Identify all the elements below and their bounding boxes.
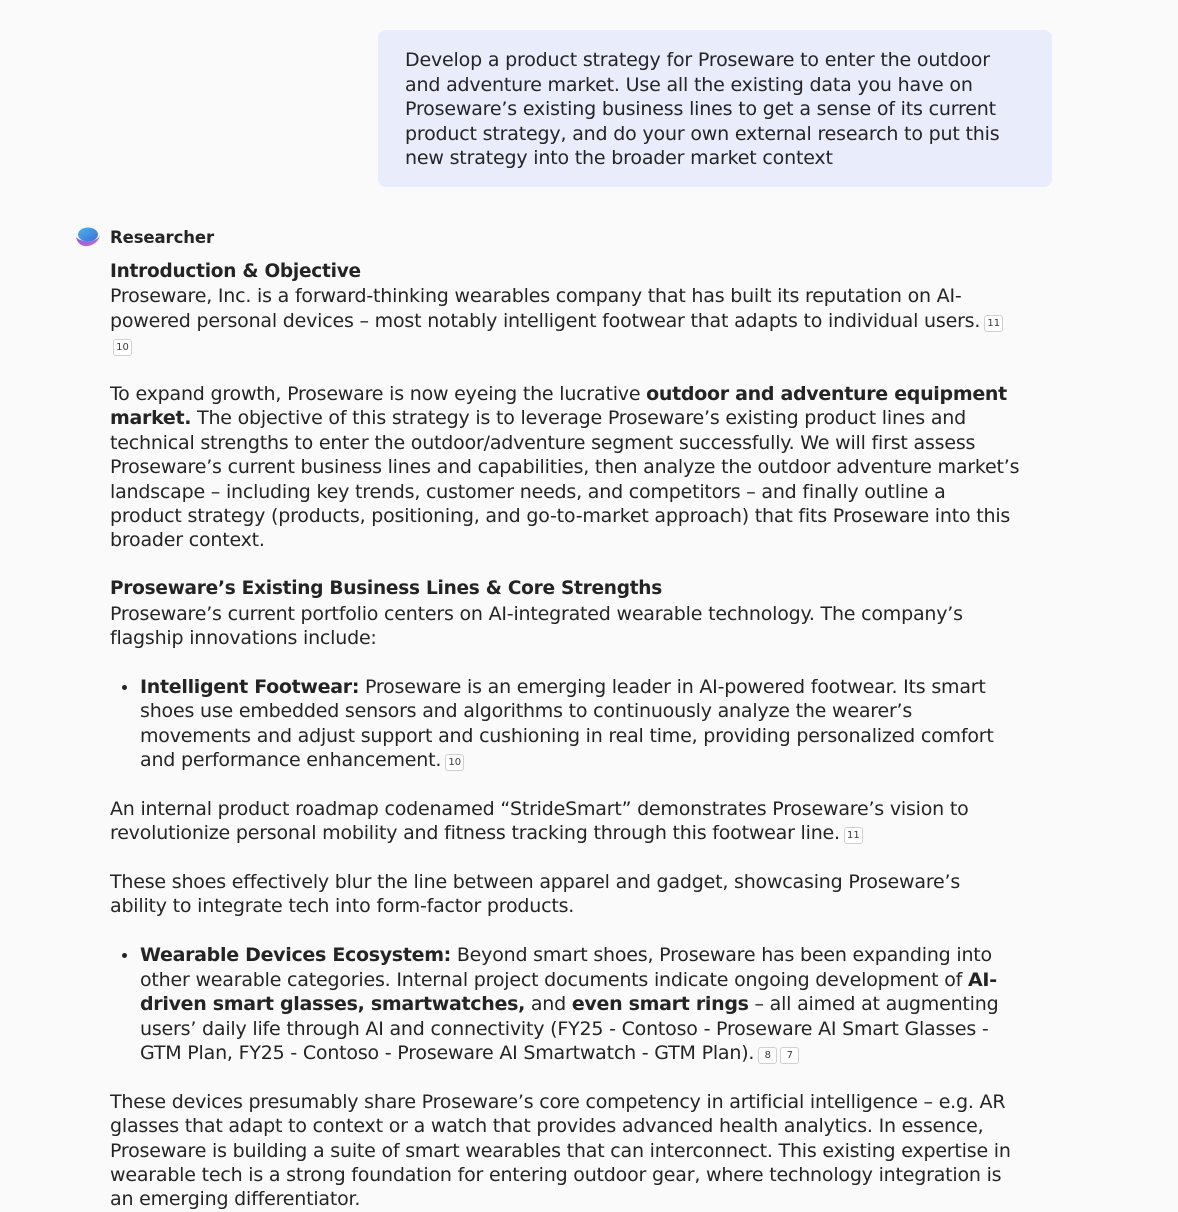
bold-text: outdoor and adventure equipment market. [110, 383, 1007, 430]
section-heading-introduction: Introduction & Objective [110, 261, 361, 282]
response-body [110, 260, 1020, 1212]
paragraph-text: Proseware, Inc. is a forward-thinking wearables company that has built its reputation on AI-powered personal devices – most notably intelligent footwear that adapts to individual users. [110, 285, 981, 332]
paragraph-text: To expand growth, Proseware is now eyeing the lucrative [110, 383, 647, 406]
paragraph-shoes: These shoes effectively blur the line between apparel and gadget, showcasing Proseware’s ability to integrate tech into form-factor products. [110, 871, 961, 918]
spacer [110, 1065, 1020, 1089]
paragraph-devices: These devices presumably share Proseware’s core competency in artificial intelligence – e.g. AR glasses that adapt to context or a watch that provides advanced health analytics. In essence, Proseware is building a suite of smart wearables that can interconnect. This existing expertise in wearable tech is a strong foundation for entering outdoor gear, where technology integration is an emerging differentiator. [110, 1090, 1011, 1211]
paragraph-roadmap [110, 797, 1020, 846]
paragraph-text: Beyond smart shoes, Proseware has been expanding into other wearable categories. Internal project documents indicate ongoing development of [140, 944, 992, 991]
citation-badge[interactable]: 10 [445, 754, 464, 771]
citation-badge[interactable]: 7 [780, 1047, 799, 1064]
bold-text: Intelligent Footwear: [140, 675, 360, 698]
user-prompt-bubble [378, 30, 1052, 187]
spacer [110, 919, 1020, 943]
section-heading-business-lines: Proseware’s Existing Business Lines & Core Strengths [110, 578, 662, 600]
bold-text: AI-driven smart glasses, smartwatches, [140, 968, 997, 1016]
spacer [110, 553, 1020, 577]
paragraph-text: – all aimed at augmenting users’ daily life through AI and connectivity (FY25 - Contoso - Proseware AI Smart Glasses - GTM Plan, FY25 - Contoso - Proseware AI Smartwatch - GTM Plan). [140, 993, 999, 1064]
researcher-avatar-icon [74, 225, 101, 249]
agent-header [74, 224, 214, 250]
paragraph-text: An internal product roadmap codenamed “StrideSmart” demonstrates Proseware’s vision to revolutionize personal mobility and fitness tracking through this footwear line. [110, 797, 969, 845]
citation-badge[interactable]: 11 [984, 315, 1003, 332]
spacer [110, 772, 1020, 796]
bold-text: Wearable Devices Ecosystem: [140, 944, 451, 967]
spacer [110, 358, 1020, 382]
paragraph-portfolio: Proseware’s current portfolio centers on AI-integrated wearable technology. The company’s flagship innovations include: [110, 602, 963, 650]
user-prompt-text: Develop a product strategy for Proseware to enter the outdoor and adventure market. Use all the existing data you have on Proseware’s existing business lines to get a sense of its current product strategy, and do your own external research to put this new strategy into the broader market context [405, 49, 1000, 169]
citation-badge[interactable]: 10 [113, 339, 132, 356]
citation-badge[interactable]: 11 [844, 827, 863, 844]
list-item-wearable-ecosystem [110, 943, 1020, 1065]
paragraph-objective [110, 382, 1020, 553]
paragraph-text: and [525, 993, 572, 1016]
citation-badge[interactable]: 8 [758, 1047, 777, 1064]
spacer [110, 650, 1020, 674]
paragraph-intro [110, 284, 1020, 357]
paragraph-text: The objective of this strategy is to leverage Proseware’s existing product lines and technical strengths to enter the outdoor/adventure segment successfully. We will first assess Proseware’s current business lines and capabilities, then analyze the outdoor adventure market’s landscape – including key trends, customer needs, and competitors – and finally outline a product strategy (products, positioning, and go-to-market approach) that fits Proseware into this broader context. [110, 407, 1020, 552]
bold-text: even smart rings [571, 993, 749, 1016]
paragraph-text: Proseware is an emerging leader in AI-powered footwear. Its smart shoes use embedded sensors and algorithms to continuously analyze the wearer’s movements and adjust support and cushioning in real time, providing personalized comfort and performance enhancement. [140, 675, 994, 772]
spacer [110, 846, 1020, 870]
agent-name: Researcher [110, 227, 215, 247]
list-item-intelligent-footwear [110, 675, 1020, 773]
